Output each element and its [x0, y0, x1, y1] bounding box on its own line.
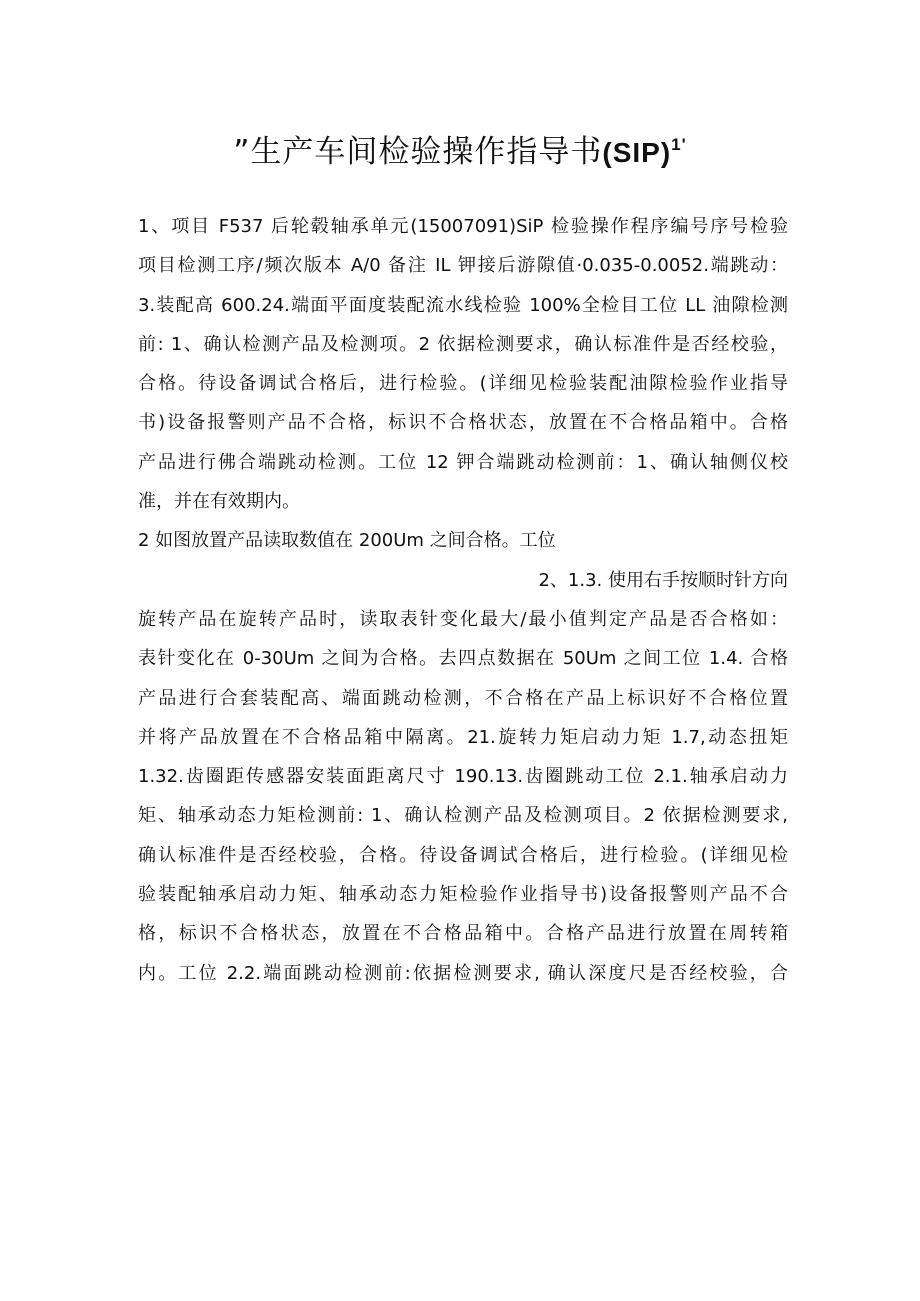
body-line: 产品进行佛合端跳动检测。工位 12 钾合端跳动检测前：1、确认轴侧仪校 — [138, 451, 788, 473]
body-line: 2 如图放置产品读取数值在 200Um 之间合格。工位 — [138, 530, 556, 552]
body-line: 1、项目 F537 后轮毂轴承单元(15007091)SiP 检验操作程序编号序号检验 — [138, 216, 788, 237]
body-line: 矩、轴承动态力矩检测前: 1、确认检测产品及检测项目。2 依据检测要求, — [138, 805, 788, 827]
body-line: 1.32.齿圈距传感器安装面距离尺寸 190.13.齿圈跳动工位 2.1.轴承启动力 — [138, 766, 788, 788]
body-line: 表针变化在 0-30Um 之间为合格。去四点数据在 50Um 之间工位 1.4. 合格 — [138, 648, 788, 670]
body-line: 书)设备报警则产品不合格，标识不合格状态，放置在不合格品箱中。合格 — [138, 412, 788, 434]
body-line: 项目检测工序/频次版本 A/0 备注 IL 钾接后游隙值·0.035-0.0052.端跳动： — [138, 255, 788, 277]
title-text: ”生产车间检验操作指导书 — [233, 134, 603, 170]
body-line: 验装配轴承启动力矩、轴承动态力矩检验作业指导书)设备报警则产品不合 — [138, 884, 788, 906]
body-line: 内。工位 2.2.端面跳动检测前:依据检测要求, 确认深度尺是否经校验，合 — [138, 962, 788, 984]
body-line: 合格。待设备调试合格后，进行检验。(详细见检验装配油隙检验作业指导 — [138, 373, 788, 395]
body-line: 前: 1、确认检测产品及检测项。2 依据检测要求，确认标准件是否经校验， — [138, 333, 788, 355]
document-body — [138, 207, 788, 993]
body-line: 准，并在有效期内。 — [138, 491, 300, 513]
body-line: 2、1.3. 使用右手按顺时针方向 — [538, 569, 788, 591]
body-line: 旋转产品在旋转产品时，读取表针变化最大/最小值判定产品是否合格如： — [138, 608, 788, 630]
body-line: 确认标准件是否经校验，合格。待设备调试合格后，进行检验。(详细见检 — [138, 844, 788, 866]
title-code: (SIP) — [602, 137, 672, 168]
title-superscript: 1' — [671, 135, 687, 154]
document-title — [0, 120, 920, 178]
body-line: 格，标识不合格状态，放置在不合格品箱中。合格产品进行放置在周转箱 — [138, 923, 788, 945]
body-line: 产品进行合套装配高、端面跳动检测，不合格在产品上标识好不合格位置 — [138, 687, 788, 709]
body-line: 3.装配高 600.24.端面平面度装配流水线检验 100%全检目工位 LL 油隙检测 — [138, 294, 788, 316]
body-line: 并将产品放置在不合格品箱中隔离。21.旋转力矩启动力矩 1.7,动态扭矩 — [138, 726, 788, 748]
